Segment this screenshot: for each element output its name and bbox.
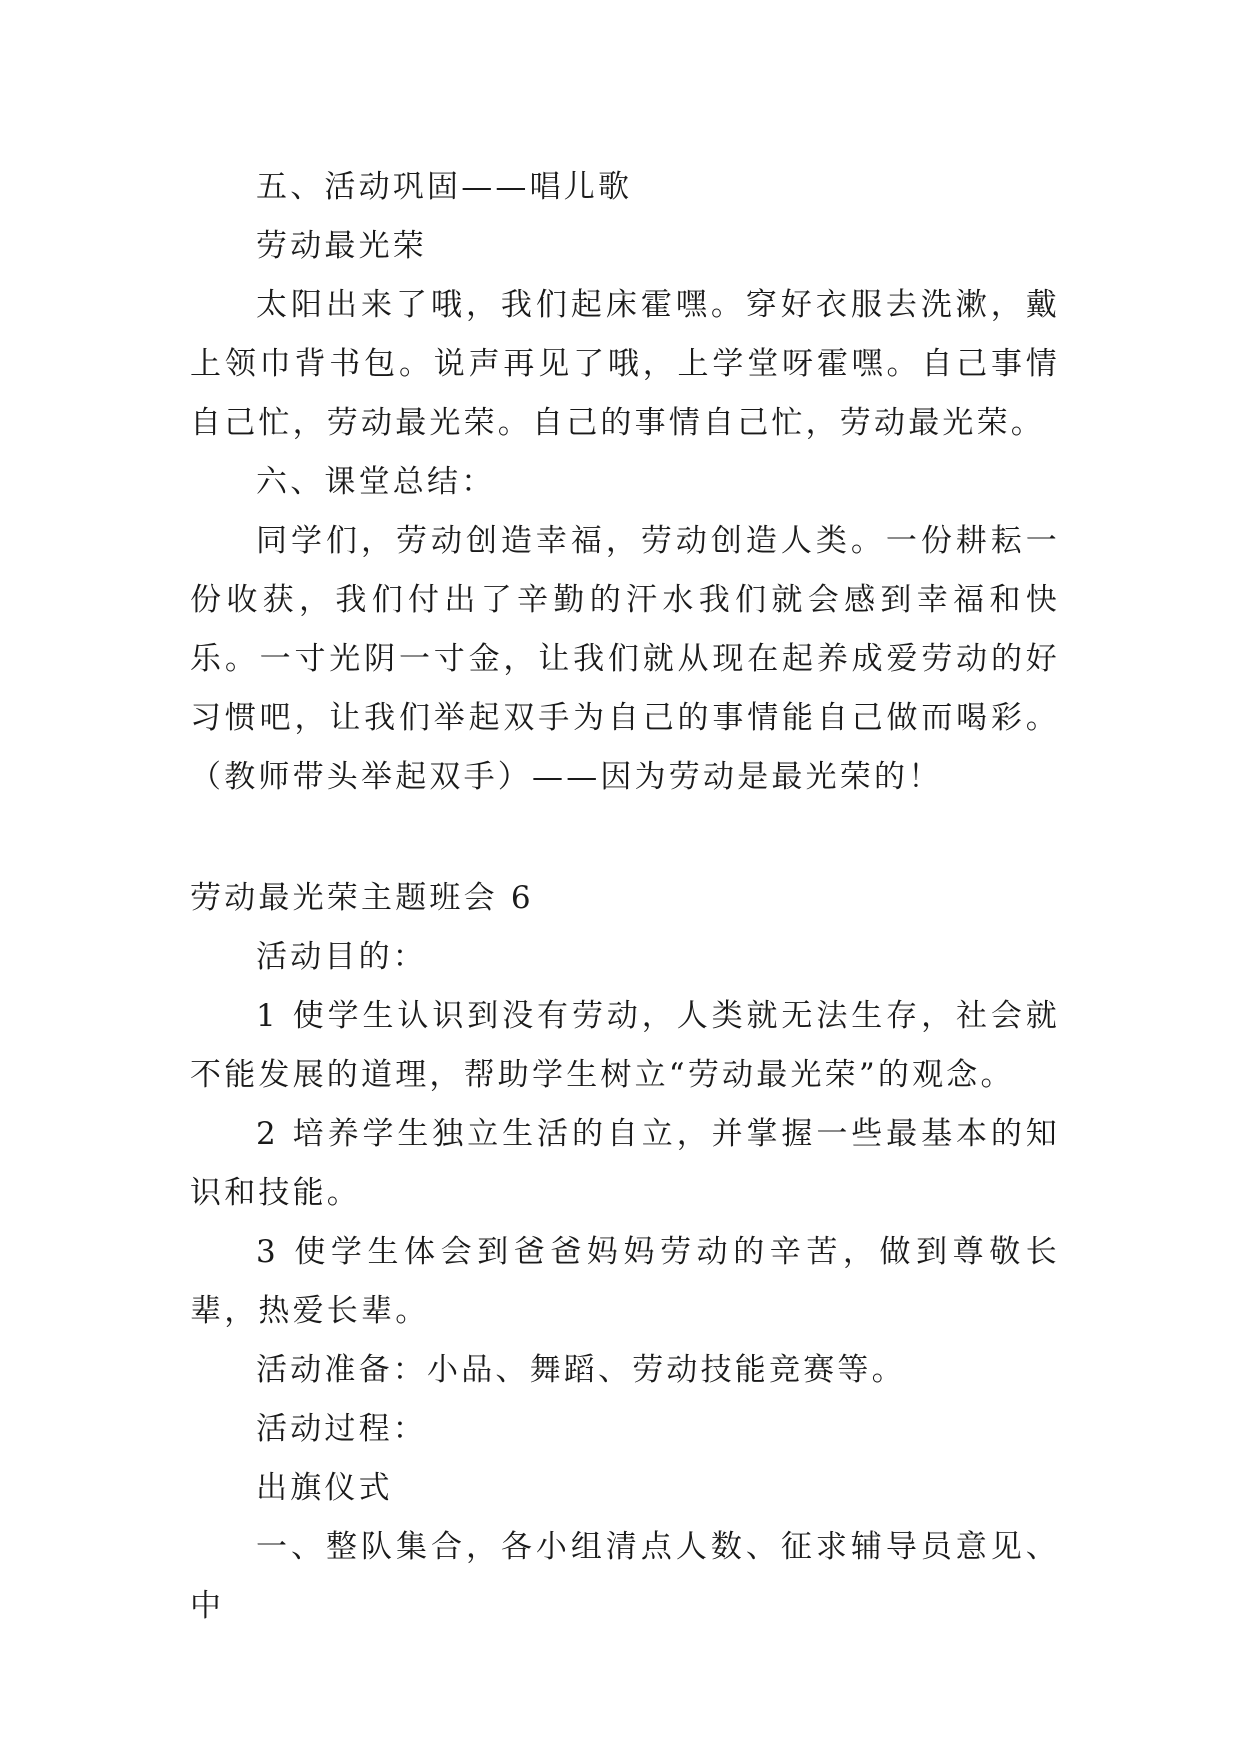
goal-heading: 活动目的： — [256, 939, 427, 975]
class-summary: 同学们，劳动创造幸福，劳动创造人类。一份耕耘一份收获，我们付出了辛勤的汗水我们就会感到幸福和快乐。一寸光阴一寸金，让我们就从现在起养成爱劳动的好习惯吧，让我们举起双手为自己的事情能自己做而喝彩。（教师带头举起双手）——因为劳动是最光荣的！ — [190, 523, 1060, 795]
section-six-heading: 六、课堂总结： — [256, 464, 496, 500]
document-page — [190, 158, 1060, 1636]
song-title: 劳动最光荣 — [256, 228, 427, 264]
process-heading: 活动过程： — [256, 1411, 427, 1447]
flag-ceremony: 出旗仪式 — [256, 1470, 393, 1506]
goal-item-3: 3 使学生体会到爸爸妈妈劳动的辛苦，做到尊敬长辈，热爱长辈。 — [190, 1234, 1060, 1329]
step-one: 一、整队集合，各小组清点人数、征求辅导员意见、中 — [190, 1529, 1060, 1624]
song-lyrics: 太阳出来了哦，我们起床霍嘿。穿好衣服去洗漱，戴上领巾背书包。说声再见了哦，上学堂呀霍嘿。自己事情自己忙，劳动最光荣。自己的事情自己忙，劳动最光荣。 — [190, 287, 1060, 441]
section-five-heading: 五、活动巩固——唱儿歌 — [256, 169, 633, 205]
preparation: 活动准备：小品、舞蹈、劳动技能竞赛等。 — [256, 1352, 906, 1388]
goal-item-1: 1 使学生认识到没有劳动，人类就无法生存，社会就不能发展的道理，帮助学生树立“劳动最光荣”的观念。 — [190, 998, 1060, 1093]
section-spacer — [190, 807, 1060, 869]
document-title: 劳动最光荣主题班会 6 — [190, 880, 534, 916]
goal-item-2: 2 培养学生独立生活的自立，并掌握一些最基本的知识和技能。 — [190, 1116, 1060, 1211]
